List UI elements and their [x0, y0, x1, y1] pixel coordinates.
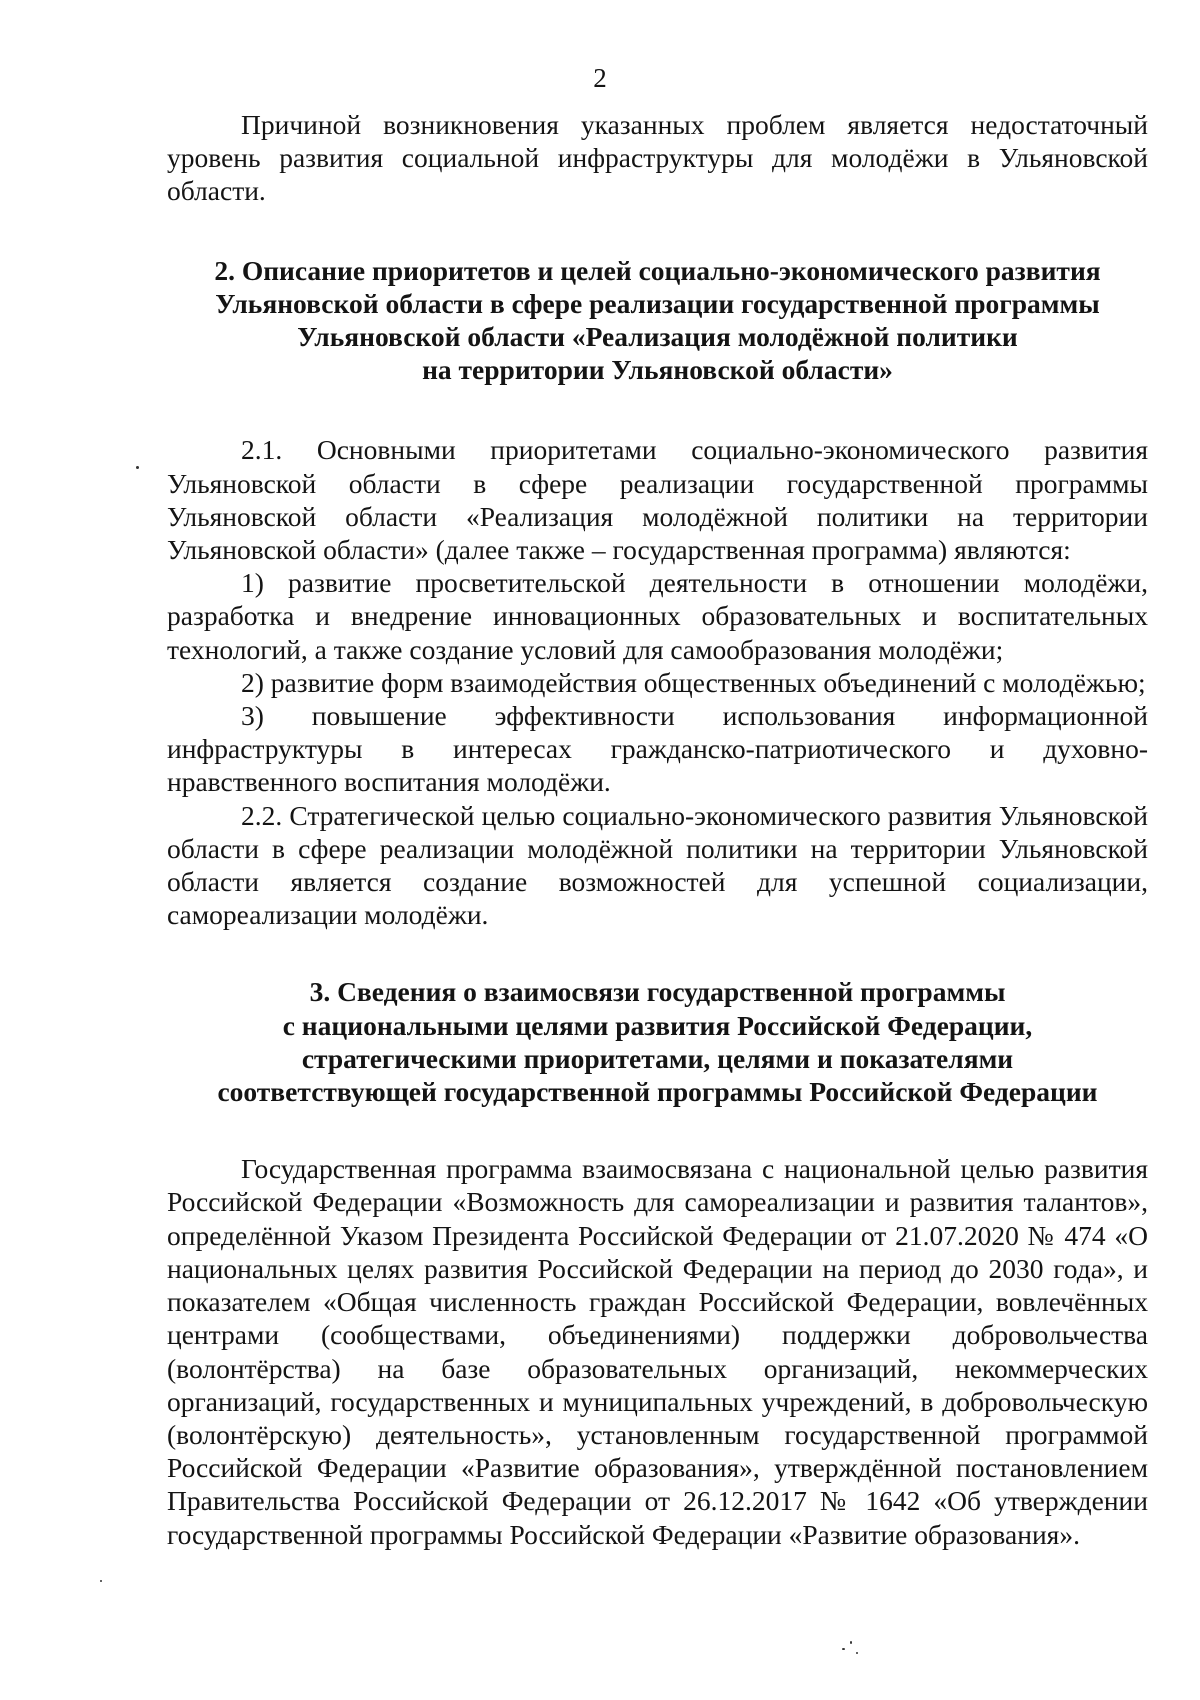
paragraph-2-1: 2.1. Основными приоритетами социально-экономического развития Ульяновской области в сфере реализации государственной программы Ульяновской области «Реализация молодёжной политики на территории Ульяновской области» (далее также – государственная программа) являются: [167, 434, 1148, 566]
list-item-2: 2) развитие форм взаимодействия общественных объединений с молодёжью; [241, 666, 1146, 698]
section-2-heading-line: Ульяновской области в сфере реализации государственной программы [215, 287, 1100, 319]
section-2-heading-line: Ульяновской области «Реализация молодёжной политики [297, 321, 1018, 353]
section-3-paragraph: Государственная программа взаимосвязана с национальной целью развития Российской Федерации «Возможность для самореализации и развития талантов», определённой Указом Президента Российской Федерации от 21.07.2020 № 474 «О национальных целях развития Российской Федерации на период до 2030 года», и показателем «Общая численность граждан Российской Федерации, вовлечённых центрами (сообществами, объединениями) поддержки добровольчества (волонтёрства) на базе образовательных организаций, некоммерческих организаций, государственных и муниципальных учреждений, в добровольческую (волонтёрскую) деятельность», установленным государственной программой Российской Федерации «Развитие образования», утверждённой постановлением Правительства Российской Федерации от 26.12.2017 № 1642 «Об утверждении государственной программы Российской Федерации «Развитие образования». [167, 1153, 1148, 1550]
document-body [167, 108, 1148, 1551]
intro-paragraph: Причиной возникновения указанных проблем является недостаточный уровень развития социальной инфраструктуры для молодёжи в Ульяновской области. [167, 109, 1148, 207]
page-number: 2 [593, 63, 607, 93]
section-3-heading-line: 3. Сведения о взаимосвязи государственной программы [309, 976, 1006, 1008]
list-item-3: 3) повышение эффективности использования информационной инфраструктуры в интересах гражданско-патриотического и духовно-нравственного воспитания молодёжи. [167, 700, 1148, 798]
section-3-heading-line: соответствующей государственной программы Российской Федерации [217, 1076, 1098, 1108]
section-3-heading [167, 975, 1148, 1108]
section-2-heading-line: на территории Ульяновской области» [422, 354, 893, 386]
scan-speck [100, 1580, 102, 1582]
scan-speck [856, 1652, 858, 1654]
paragraph-2-2: 2.2. Стратегической целью социально-экономического развития Ульяновской области в сфере реализации молодёжной политики на территории Ульяновской области является создание возможностей для успешной социализации, самореализации молодёжи. [167, 799, 1148, 931]
section-2-heading-line: 2. Описание приоритетов и целей социально-экономического развития [214, 254, 1101, 286]
scan-speck [136, 466, 139, 469]
scan-speck [842, 1648, 845, 1650]
scan-speck [850, 1641, 852, 1644]
section-3-heading-line: с национальными целями развития Российской Федерации, [282, 1009, 1033, 1041]
section-2-heading [167, 254, 1148, 387]
list-item-1: 1) развитие просветительской деятельности в отношении молодёжи, разработка и внедрение инновационных образовательных и воспитательных технологий, а также создание условий для самообразования молодёжи; [167, 567, 1148, 665]
section-3-heading-line: стратегическими приоритетами, целями и показателями [301, 1042, 1014, 1074]
